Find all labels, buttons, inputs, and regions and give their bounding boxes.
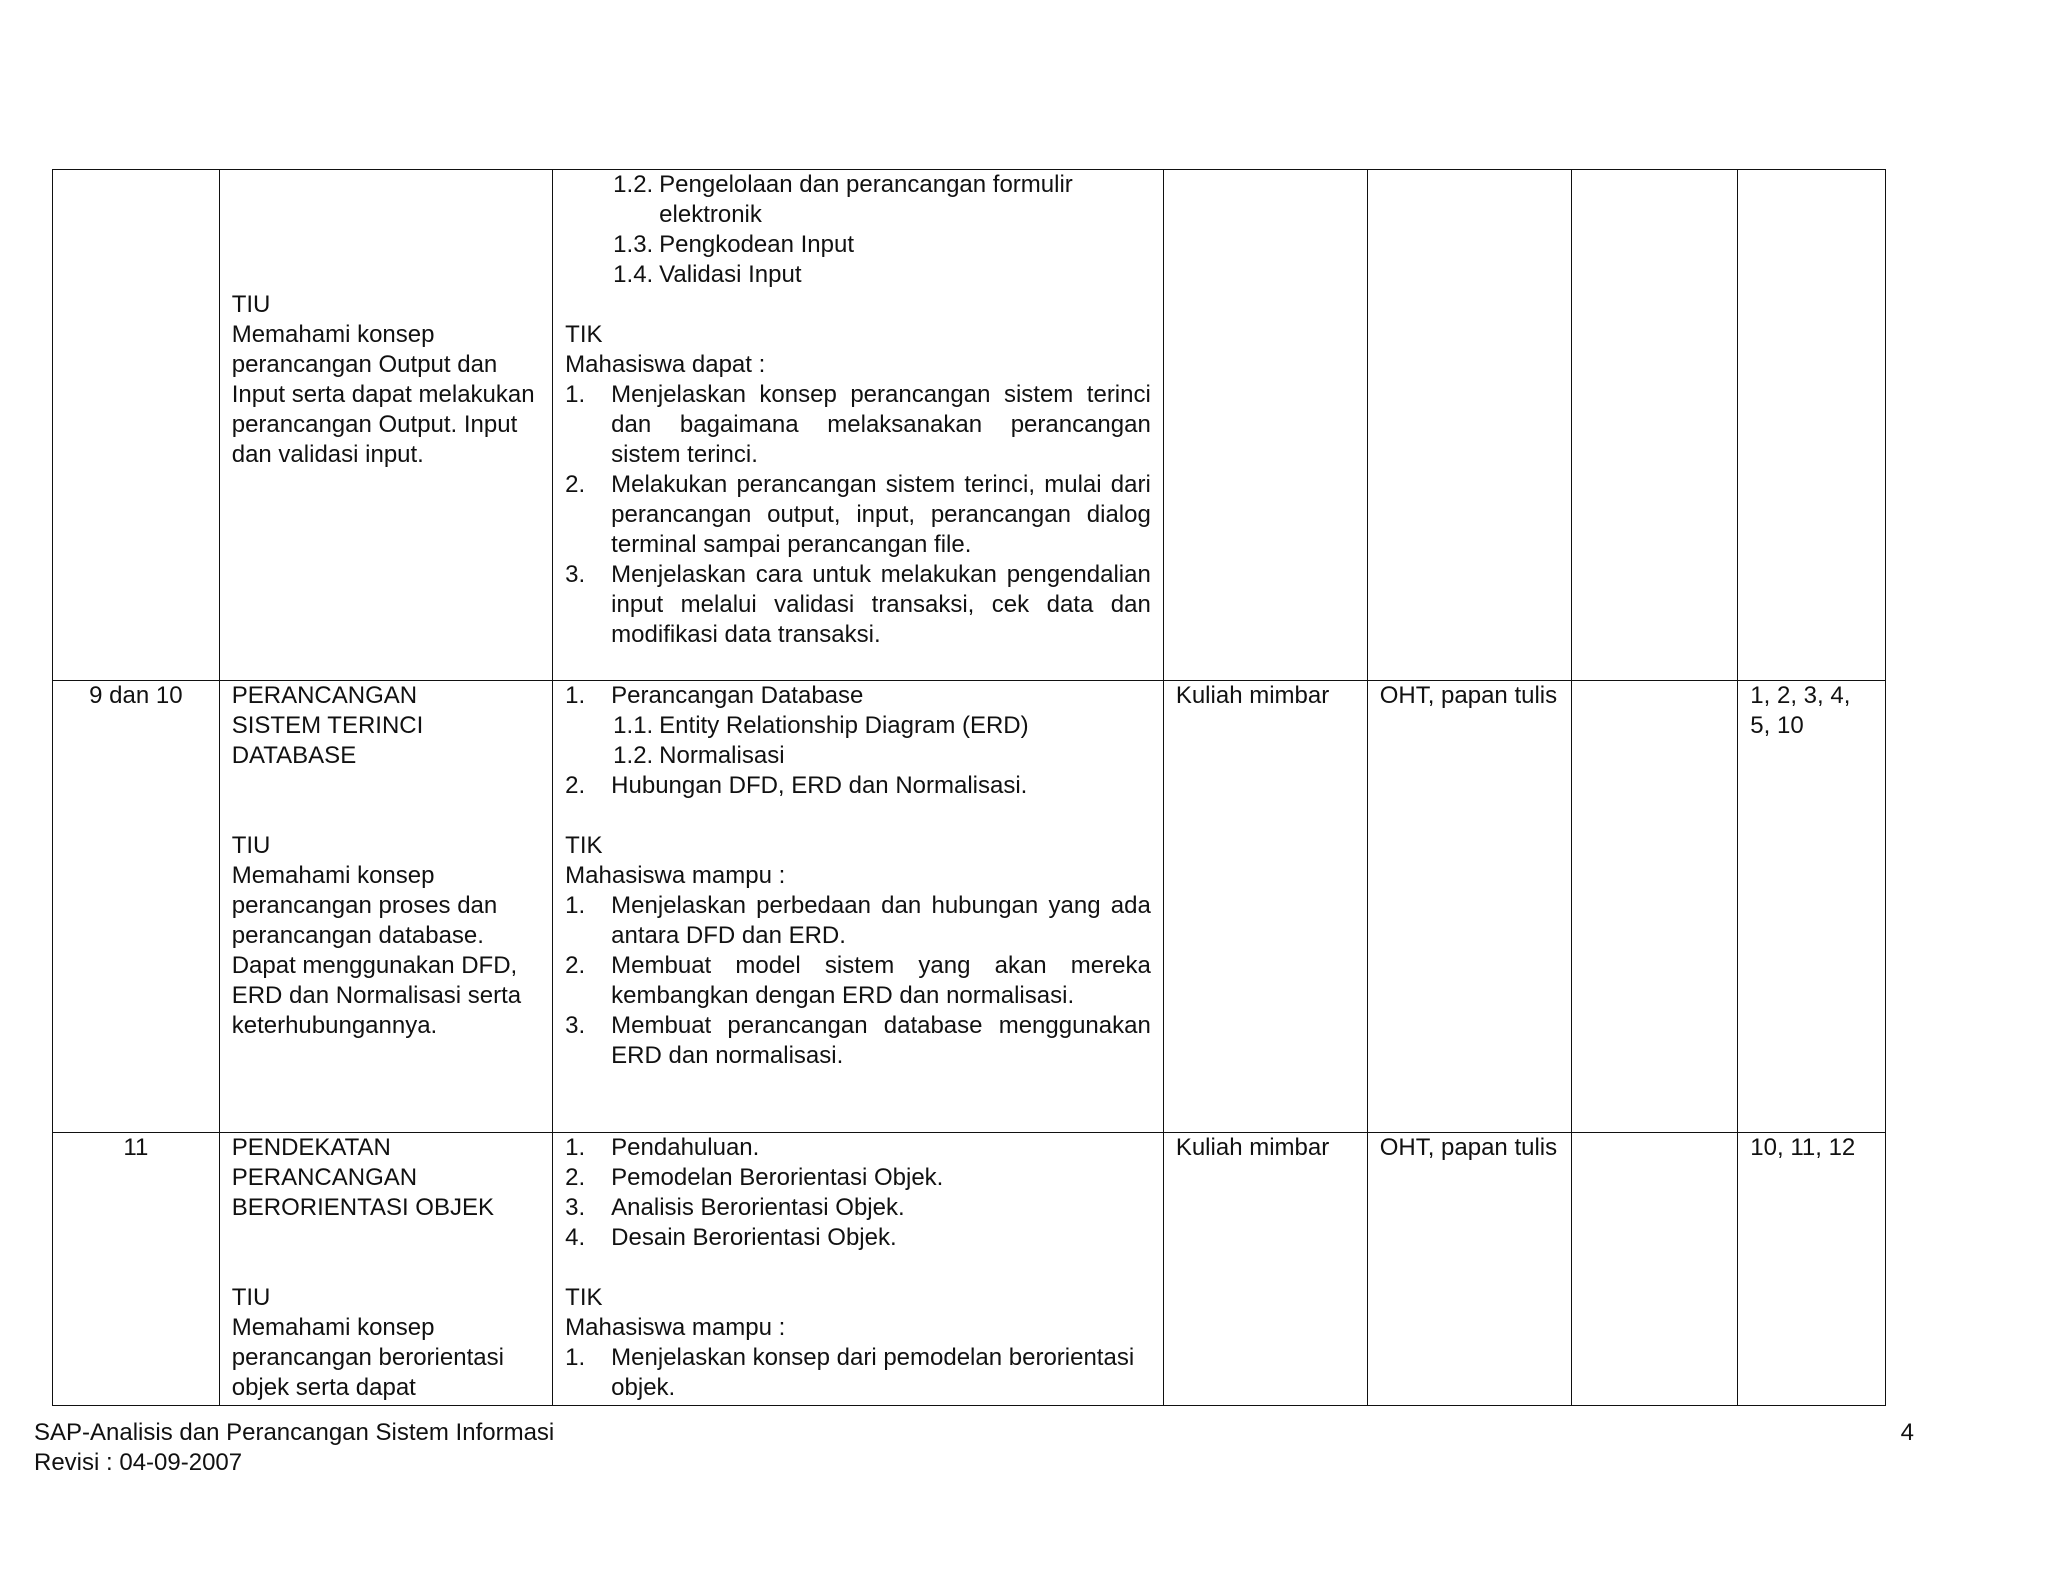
page-footer [34,1418,554,1478]
list-item: 2. Pemodelan Berorientasi Objek. [565,1164,944,1191]
tik-heading: TIK [565,1284,603,1311]
list-item: 1. Perancangan Database [565,682,864,709]
list-item: 1.3. Pengkodean Input [613,231,855,258]
tik-intro: Mahasiswa dapat : [565,351,766,378]
content-cell [553,681,1164,1133]
extra-cell [1571,681,1738,1133]
media-cell: OHT, papan tulis [1367,1133,1571,1406]
tik-list [565,891,1151,1071]
tik-list [565,380,1151,650]
list-item: 1.1. Entity Relationship Diagram (ERD) [613,712,1029,739]
week-cell: 9 dan 10 [53,681,220,1133]
footer-revision: Revisi : 04-09-2007 [34,1449,243,1476]
refs-cell [1738,170,1886,681]
week-cell: 11 [53,1133,220,1406]
tiu-heading: TIU [231,291,271,318]
extra-cell [1571,170,1738,681]
topic-line: PERANCANGAN [231,1164,418,1191]
tik-intro: Mahasiswa mampu : [565,1314,786,1341]
topic-line: SISTEM TERINCI [231,712,424,739]
topic-line: PERANCANGAN [231,682,418,709]
tiu-heading: TIU [231,1284,271,1311]
topic-cell [219,170,552,681]
refs-cell: 1, 2, 3, 4, 5, 10 [1738,681,1886,1133]
list-item: 3. Menjelaskan cara untuk melakukan pengendalian input melalui validasi transaksi, cek data dan modifikasi data transaksi. [565,561,1151,648]
media-cell [1367,170,1571,681]
method-cell: Kuliah mimbar [1163,681,1367,1133]
tik-heading: TIK [565,832,603,859]
tik-list [565,1343,1151,1403]
content-sublist [565,711,1151,771]
list-item: 1.4. Validasi Input [613,261,802,288]
tiu-text: Memahami konsep perancangan proses dan perancangan database. Dapat menggunakan DFD, ERD dan Normalisasi serta keterhubungannya. [231,862,522,1039]
page-number: 4 [1900,1419,1914,1446]
content-list [565,771,1151,801]
week-cell [53,170,220,681]
list-item: 3. Membuat perancangan database menggunakan ERD dan normalisasi. [565,1012,1151,1069]
list-item: 2. Membuat model sistem yang akan mereka kembangkan dengan ERD dan normalisasi. [565,952,1151,1009]
list-item: 4. Desain Berorientasi Objek. [565,1224,897,1251]
table-row [53,170,1886,681]
tiu-heading: TIU [231,832,271,859]
tiu-text: Memahami konsep perancangan Output dan Input serta dapat melakukan perancangan Output. Input dan validasi input. [231,321,535,468]
list-item: 2. Hubungan DFD, ERD dan Normalisasi. [565,772,1028,799]
content-sublist [565,170,1151,290]
sap-schedule-table [52,169,1886,1406]
topic-cell [219,681,552,1133]
topic-line: BERORIENTASI OBJEK [231,1194,494,1221]
method-cell: Kuliah mimbar [1163,1133,1367,1406]
topic-cell [219,1133,552,1406]
content-list [565,681,1151,711]
list-item: 1. Menjelaskan perbedaan dan hubungan yang ada antara DFD dan ERD. [565,892,1151,949]
method-cell [1163,170,1367,681]
list-item: 1.2. Normalisasi [613,742,785,769]
media-cell: OHT, papan tulis [1367,681,1571,1133]
table-row [53,1133,1886,1406]
refs-cell: 10, 11, 12 [1738,1133,1886,1406]
table-row [53,681,1886,1133]
content-cell [553,1133,1164,1406]
tik-heading: TIK [565,321,603,348]
content-cell [553,170,1164,681]
list-item: 1.2. Pengelolaan dan perancangan formulir elektronik [613,171,1073,228]
list-item: 1. Pendahuluan. [565,1134,760,1161]
list-item: 3. Analisis Berorientasi Objek. [565,1194,905,1221]
extra-cell [1571,1133,1738,1406]
topic-line: PENDEKATAN [231,1134,391,1161]
content-list [565,1133,1151,1253]
tik-intro: Mahasiswa mampu : [565,862,786,889]
list-item: 1. Menjelaskan konsep perancangan sistem terinci dan bagaimana melaksanakan perancangan sistem terinci. [565,381,1151,468]
list-item: 2. Melakukan perancangan sistem terinci, mulai dari perancangan output, input, perancangan dialog terminal sampai perancangan file. [565,471,1151,558]
tiu-text: Memahami konsep perancangan berorientasi objek serta dapat [231,1314,504,1401]
footer-doc-title: SAP-Analisis dan Perancangan Sistem Informasi [34,1419,555,1446]
list-item: 1. Menjelaskan konsep dari pemodelan berorientasi objek. [565,1344,1135,1401]
topic-line: DATABASE [231,742,357,769]
